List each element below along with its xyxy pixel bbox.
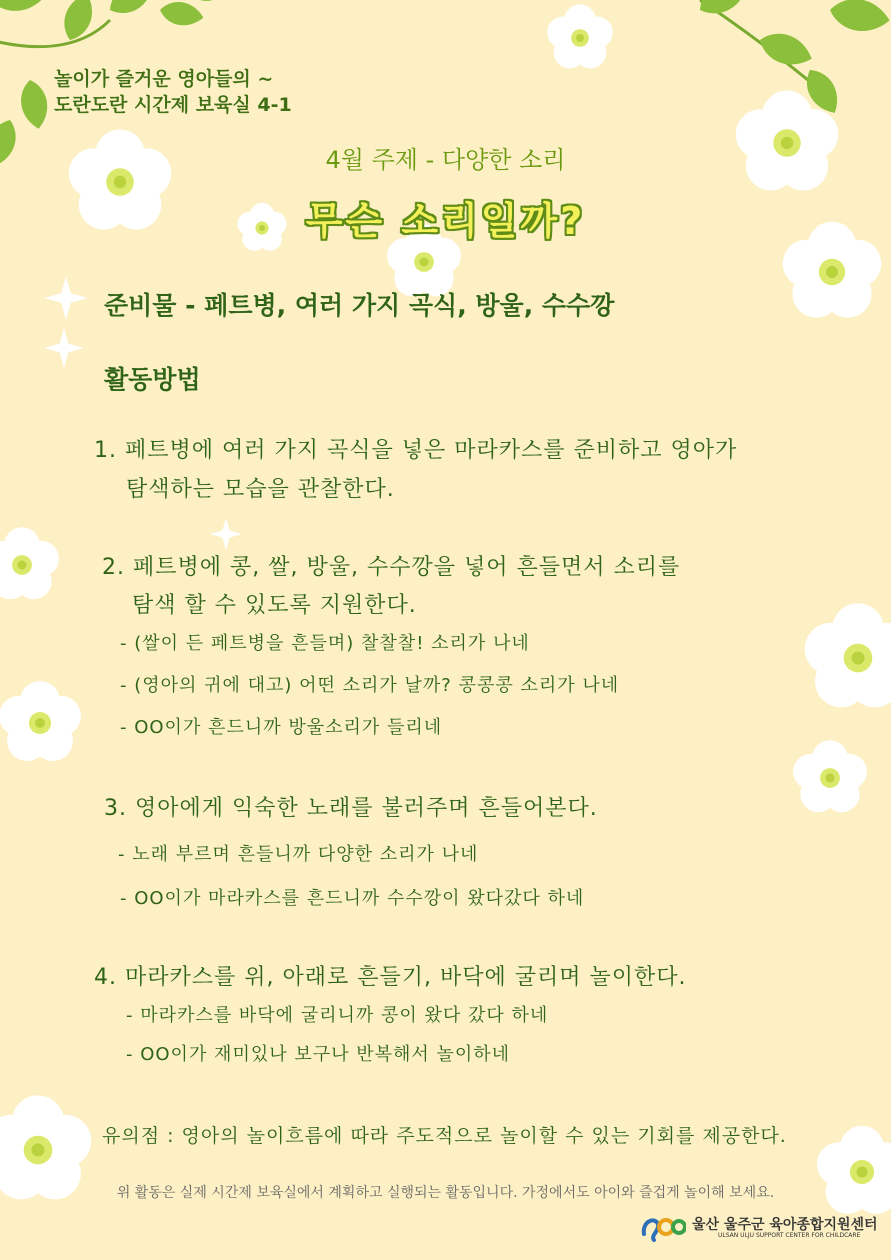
method-heading: 활동방법	[104, 365, 201, 394]
monthly-theme: 4월 주제 - 다양한 소리	[325, 146, 566, 174]
step-3-example-2: - OO이가 마라카스를 흔드니까 수수깡이 왔다갔다 하네	[120, 888, 585, 909]
step-2-example-1: - (쌀이 든 페트병을 흔들며) 찰찰찰! 소리가 나네	[120, 633, 530, 654]
step-4-example-1: - 마라카스를 바닥에 굴리니까 콩이 왔다 갔다 하네	[126, 1005, 549, 1026]
step-2-example-2: - (영아의 귀에 대고) 어떤 소리가 날까? 콩콩콩 소리가 나네	[120, 675, 620, 696]
step-1-line-1: 1. 페트병에 여러 가지 곡식을 넣은 마라카스를 준비하고 영아가	[94, 438, 738, 463]
header-subtitle: 놀이가 즐거운 영아들의 ~	[54, 68, 274, 90]
step-4-line-1: 4. 마라카스를 위, 아래로 흔들기, 바닥에 굴리며 놀이한다.	[94, 965, 687, 990]
step-2-line-2: 탐색 할 수 있도록 지원한다.	[132, 593, 417, 618]
header-class-name: 도란도란 시간제 보육실 4-1	[54, 94, 292, 116]
materials-line: 준비물 - 페트병, 여러 가지 곡식, 방울, 수수깡	[104, 291, 615, 320]
caution-note: 유의점 : 영아의 놀이흐름에 따라 주도적으로 놀이할 수 있는 기회를 제공한다.	[102, 1125, 787, 1147]
logo-mark-icon	[640, 1212, 686, 1242]
center-name-english: ULSAN ULJU SUPPORT CENTER FOR CHILDCARE	[718, 1232, 861, 1239]
step-3-example-1: - 노래 부르며 흔들니까 다양한 소리가 나네	[118, 844, 479, 865]
step-3-line-1: 3. 영아에게 익숙한 노래를 불러주며 흔들어본다.	[104, 796, 598, 821]
step-4-example-2: - OO이가 재미있나 보구나 반복해서 놀이하네	[126, 1044, 511, 1065]
activity-title: 무슨 소리일까?	[305, 199, 586, 243]
footer-note: 위 활동은 실제 시간제 보육실에서 계획하고 실행되는 활동입니다. 가정에서도 아이와 즐겁게 놀이해 보세요.	[116, 1185, 775, 1201]
step-2-line-1: 2. 페트병에 콩, 쌀, 방울, 수수깡을 넣어 흔들면서 소리를	[102, 555, 681, 580]
center-name: 울산 울주군 육아종합지원센터	[692, 1217, 878, 1233]
step-1-line-2: 탐색하는 모습을 관찰한다.	[126, 477, 395, 502]
step-2-example-3: - OO이가 흔드니까 방울소리가 들리네	[120, 717, 443, 738]
center-logo	[640, 1212, 880, 1246]
